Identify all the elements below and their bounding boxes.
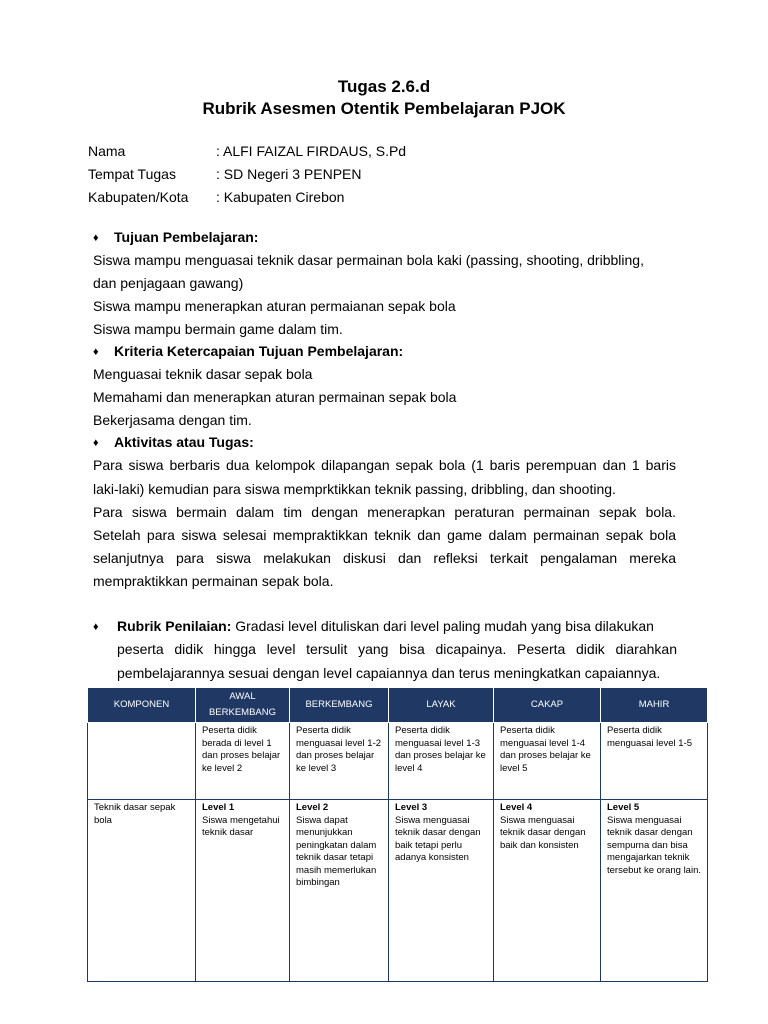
info-value: : SD Negeri 3 PENPEN: [216, 166, 362, 182]
info-label: Kabupaten/Kota: [88, 189, 189, 205]
level-text: Siswa menguasai teknik dasar dengan baik dan konsisten: [500, 814, 586, 851]
section-heading-aktivitas: [93, 434, 254, 450]
section-heading-text: Rubrik Penilaian:: [117, 618, 232, 634]
section-heading-tujuan: [93, 229, 258, 245]
kriteria-line: Memahami dan menerapkan aturan permainan sepak bola: [93, 389, 457, 405]
level-cell: [196, 800, 290, 982]
level-title: Level 5: [607, 802, 640, 813]
table-cell: Peserta didik menguasai level 1-4 dan proses belajar ke level 5: [494, 723, 601, 800]
level-title: Level 2: [296, 802, 329, 813]
header-cakap: CAKAP: [494, 688, 601, 723]
level-text: Siswa menguasai teknik dasar dengan sempurna dan bisa mengajarkan teknik tersebut ke orang lain.: [607, 814, 702, 876]
table-header-row: [88, 688, 708, 723]
level-cell: [389, 800, 494, 982]
tujuan-line: Siswa mampu menguasai teknik dasar permainan bola kaki (passing, shooting, dribbling,: [93, 252, 644, 268]
table-cell: Peserta didik berada di level 1 dan proses belajar ke level 2: [196, 723, 290, 800]
rubric-table: [87, 687, 708, 982]
rubrik-line: pembelajarannya sesuai dengan level capaiannya dan terus meningkatkan capaiannya.: [117, 665, 661, 681]
header-komponen: KOMPONEN: [88, 688, 196, 723]
table-cell: Peserta didik menguasai level 1-2 dan proses belajar ke level 3: [290, 723, 389, 800]
table-cell: [88, 723, 196, 800]
aktivitas-line: Para siswa berbaris dua kelompok dilapangan sepak bola (1 baris perempuan dan 1 baris: [93, 457, 676, 473]
level-cell: [494, 800, 601, 982]
header-layak: LAYAK: [389, 688, 494, 723]
section-heading-text: Kriteria Ketercapaian Tujuan Pembelajaran:: [114, 343, 404, 359]
document-subtitle: Rubrik Asesmen Otentik Pembelajaran PJOK: [202, 99, 566, 118]
aktivitas-line: selanjutnya para siswa melakukan diskusi dan refleksi terkait pengalaman mereka: [93, 550, 676, 566]
tujuan-line: dan penjagaan gawang): [93, 275, 244, 291]
table-cell: Peserta didik menguasai level 1-5: [601, 723, 708, 800]
header-berkembang: BERKEMBANG: [290, 688, 389, 723]
info-label: Tempat Tugas: [88, 166, 176, 182]
table-row: [88, 800, 708, 982]
level-title: Level 4: [500, 802, 533, 813]
tujuan-line: Siswa mampu menerapkan aturan permaianan sepak bola: [93, 298, 456, 314]
level-cell: [290, 800, 389, 982]
tujuan-line: Siswa mampu bermain game dalam tim.: [93, 321, 343, 337]
info-label: Nama: [88, 143, 126, 159]
table-row: [88, 723, 708, 800]
rubrik-line: peserta didik hingga level tersulit yang bisa dicapainya. Peserta didik diarahkan: [117, 641, 677, 657]
kriteria-line: Bekerjasama dengan tim.: [93, 412, 252, 428]
bullet-icon: ♦: [93, 346, 99, 358]
document-title: Tugas 2.6.d: [337, 77, 431, 96]
section-heading-kriteria: [93, 343, 403, 359]
header-mahir: MAHIR: [601, 688, 708, 723]
level-title: Level 3: [395, 802, 428, 813]
bullet-icon: ♦: [93, 232, 99, 244]
header-awal-berkembang: AWAL BERKEMBANG: [196, 688, 290, 723]
level-text: Siswa mengetahui teknik dasar: [202, 814, 280, 838]
bullet-icon: ♦: [93, 621, 99, 633]
level-title: Level 1: [202, 802, 235, 813]
rubrik-intro-text: Gradasi level dituliskan dari level paling mudah yang bisa dilakukan: [231, 618, 654, 634]
info-value: : ALFI FAIZAL FIRDAUS, S.Pd: [216, 143, 407, 159]
info-value: : Kabupaten Cirebon: [216, 189, 345, 205]
aktivitas-line: mempraktikkan permainan sepak bola.: [93, 573, 334, 589]
section-heading-text: Aktivitas atau Tugas:: [114, 434, 254, 450]
bullet-icon: ♦: [93, 437, 99, 449]
level-text: Siswa dapat menunjukkan peningkatan dalam teknik dasar tetapi masih memerlukan bimbingan: [296, 814, 377, 888]
aktivitas-line: Para siswa bermain dalam tim dengan menerapkan peraturan permainan sepak bola.: [93, 504, 676, 520]
table-cell: Peserta didik menguasai level 1-3 dan proses belajar ke level 4: [389, 723, 494, 800]
section-heading-rubrik: [93, 618, 677, 634]
kriteria-line: Menguasai teknik dasar sepak bola: [93, 366, 313, 382]
component-cell: Teknik dasar sepak bola: [88, 800, 196, 982]
level-cell: [601, 800, 708, 982]
section-heading-text: Tujuan Pembelajaran:: [114, 229, 259, 245]
aktivitas-line: laki-laki) kemudian para siswa memprktikkan teknik passing, dribbling, dan shooting.: [93, 481, 616, 497]
aktivitas-line: Setelah para siswa selesai mempraktikkan teknik dan game dalam permainan sepak bola: [93, 527, 676, 543]
level-text: Siswa menguasai teknik dasar dengan baik tetapi perlu adanya konsisten: [395, 814, 481, 863]
